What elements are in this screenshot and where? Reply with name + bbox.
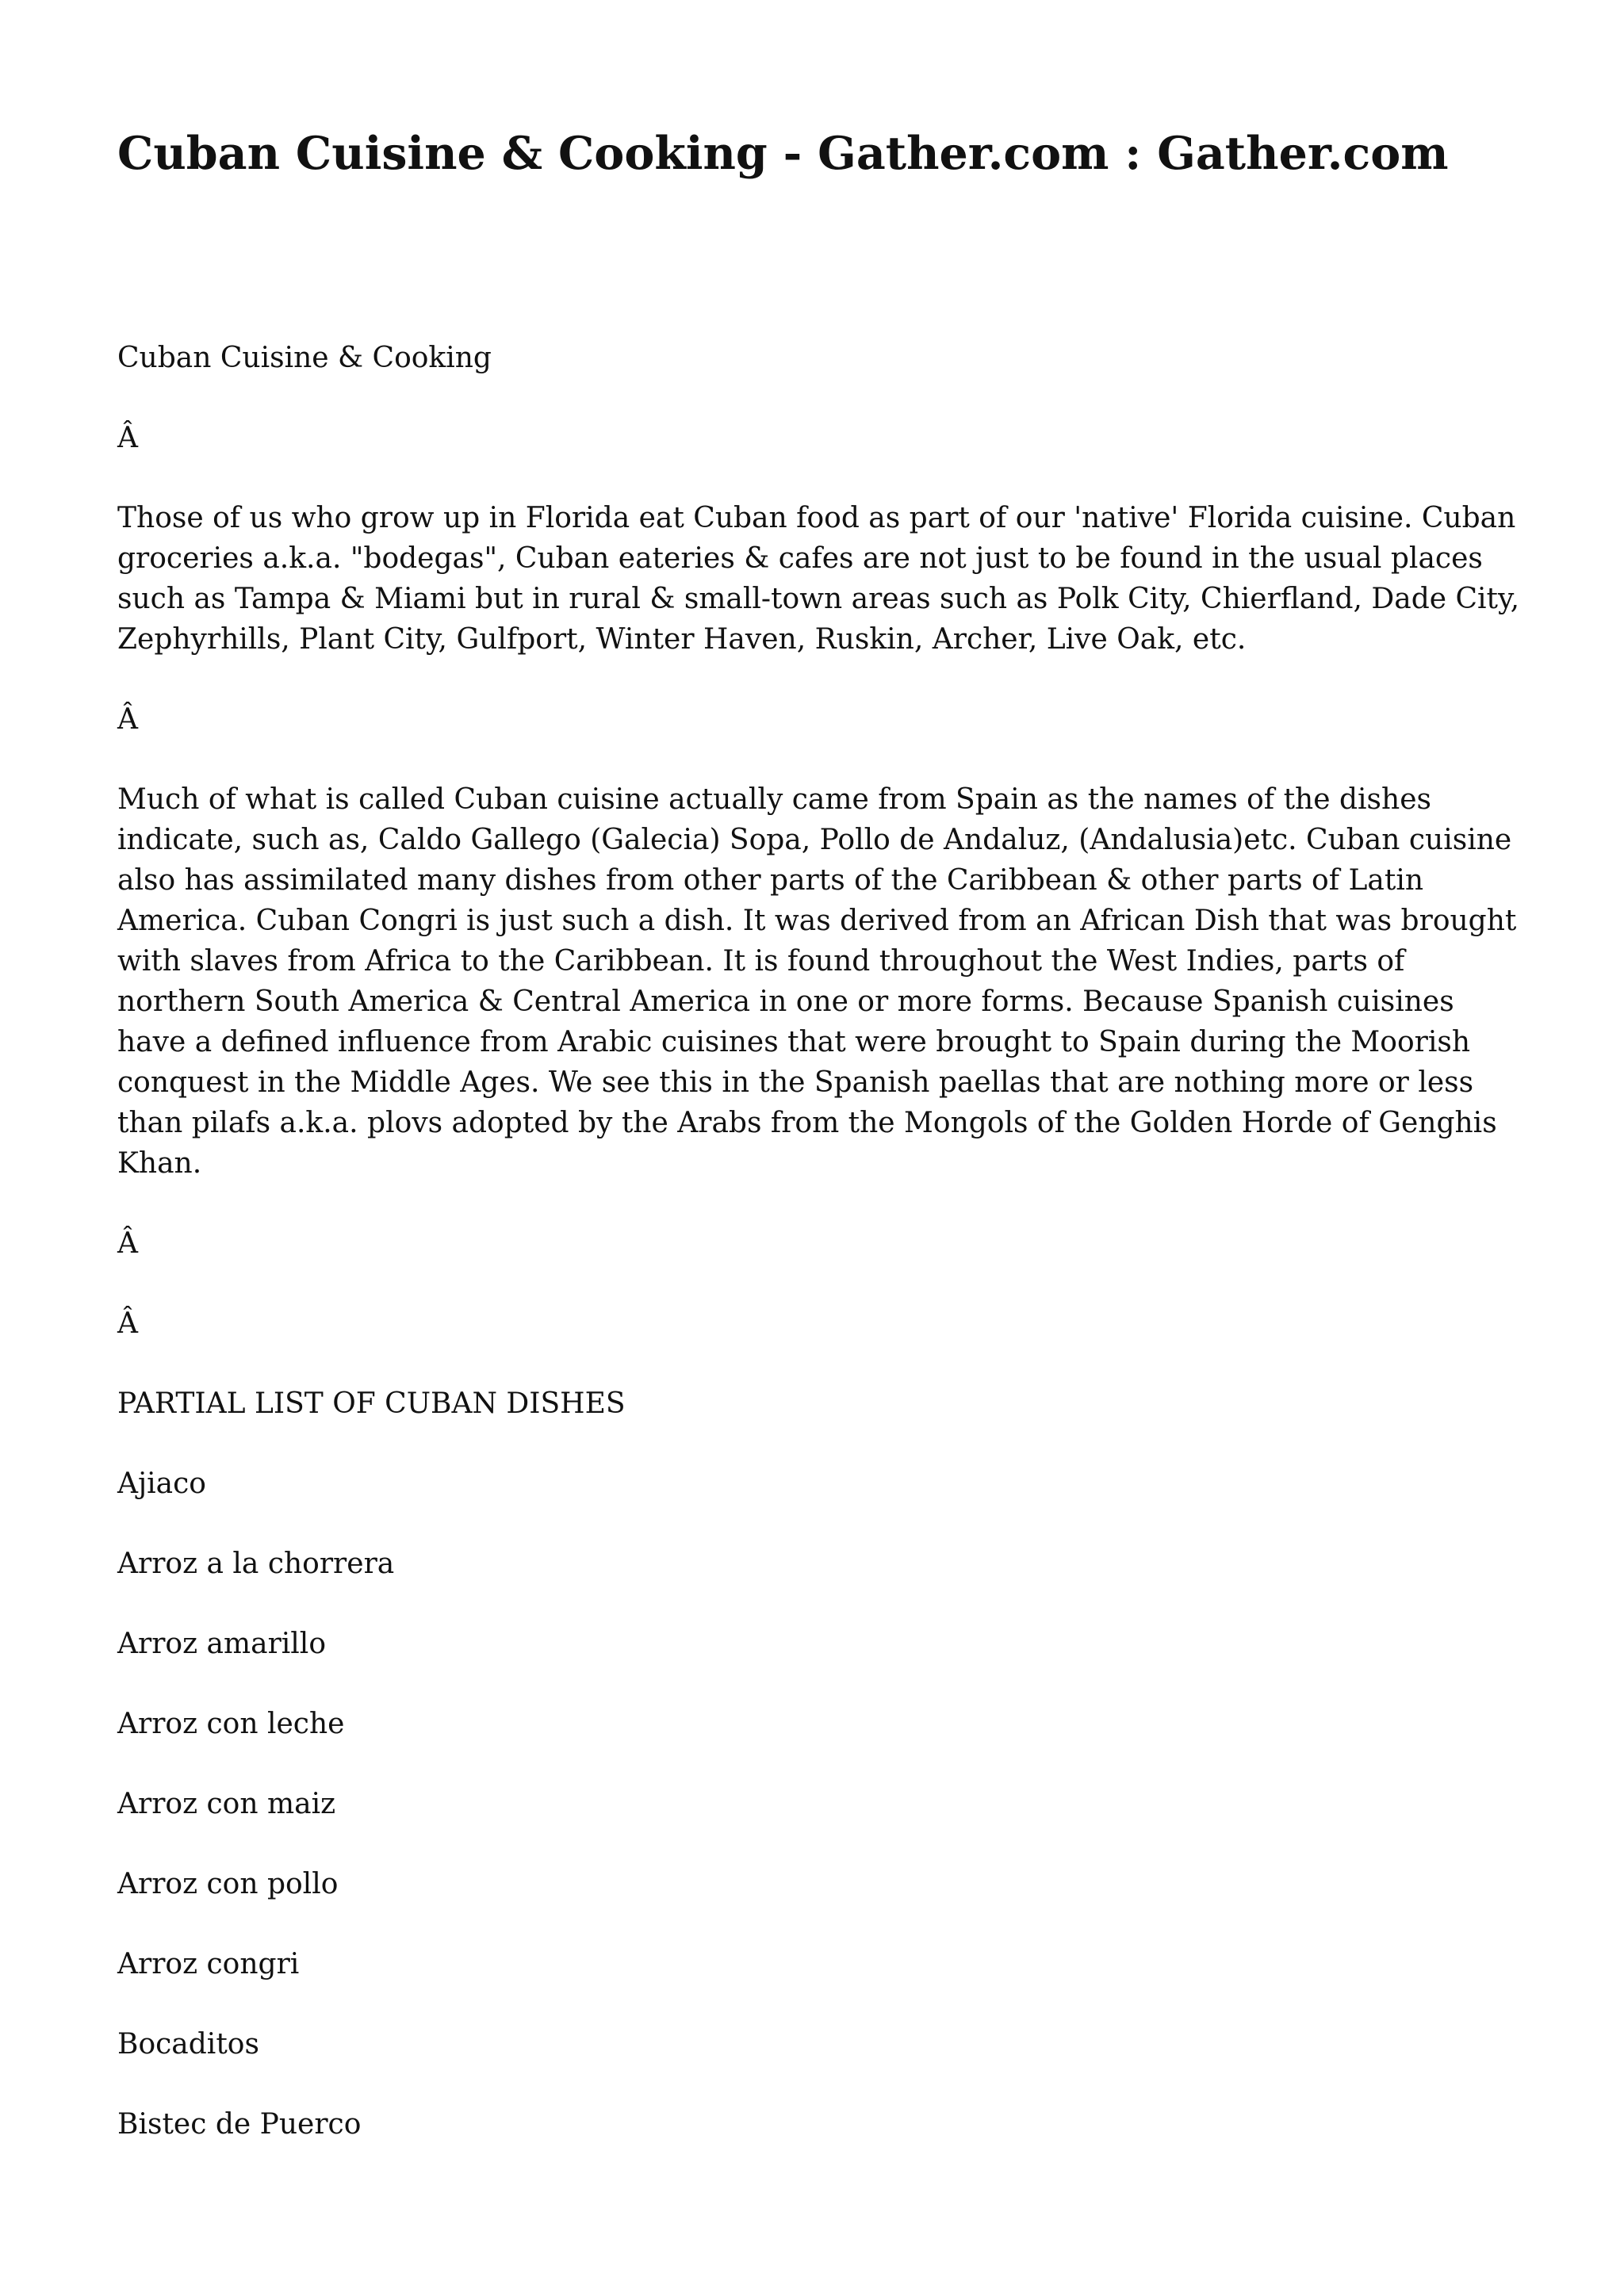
spacer-glyph: Â: [117, 422, 138, 454]
dish-item: Bistec de Puerco: [117, 2108, 362, 2141]
dish-item: Arroz con leche: [117, 1708, 345, 1740]
article-body: [117, 338, 1522, 2184]
dish-item: Arroz amarillo: [117, 1628, 326, 1660]
spacer-glyph: Â: [117, 1227, 138, 1260]
page-title: Cuban Cuisine & Cooking - Gather.com : Gather.com: [117, 127, 1449, 180]
dish-item: Bocaditos: [117, 2028, 259, 2061]
paragraph-history: Much of what is called Cuban cuisine actually came from Spain as the names of the dishes indicate, such as, Caldo Gallego (Galecia) Sopa, Pollo de Andaluz, (Andalusia)etc. Cuban cuisine also has assimilated many dishes from other parts of the Caribbean & other parts of Latin America. Cuban Congri is just such a dish. It was derived from an African Dish that was brought with slaves from Africa to the Caribbean. It is found throughout the West Indies, parts of northern South America & Central America in one or more forms. Because Spanish cuisines have a defined influence from Arabic cuisines that were brought to Spain during the Moorish conquest in the Middle Ages. We see this in the Spanish paellas that are nothing more or less than pilafs a.k.a. plovs adopted by the Arabs from the Mongols of the Golden Horde of Genghis Khan.: [117, 783, 1517, 1180]
dish-item: Arroz a la chorrera: [117, 1548, 395, 1580]
spacer-glyph: Â: [117, 1307, 138, 1340]
paragraph-intro: Those of us who grow up in Florida eat Cuban food as part of our 'native' Florida cuisine. Cuban groceries a.k.a. "bodegas", Cuban eateries & cafes are not just to be found in the usual places such as Tampa & Miami but in rural & small-town areas such as Polk City, Chierfland, Dade City, Zephyrhills, Plant City, Gulfport, Winter Haven, Ruskin, Archer, Live Oak, etc.: [117, 502, 1520, 656]
dish-item: Ajiaco: [117, 1468, 206, 1500]
article-subtitle: Cuban Cuisine & Cooking: [117, 342, 492, 374]
list-heading: PARTIAL LIST OF CUBAN DISHES: [117, 1387, 626, 1420]
spacer-glyph: Â: [117, 703, 138, 736]
dish-item: Arroz con pollo: [117, 1868, 339, 1900]
dish-item: Arroz congri: [117, 1948, 300, 1980]
dish-item: Arroz con maiz: [117, 1788, 336, 1820]
